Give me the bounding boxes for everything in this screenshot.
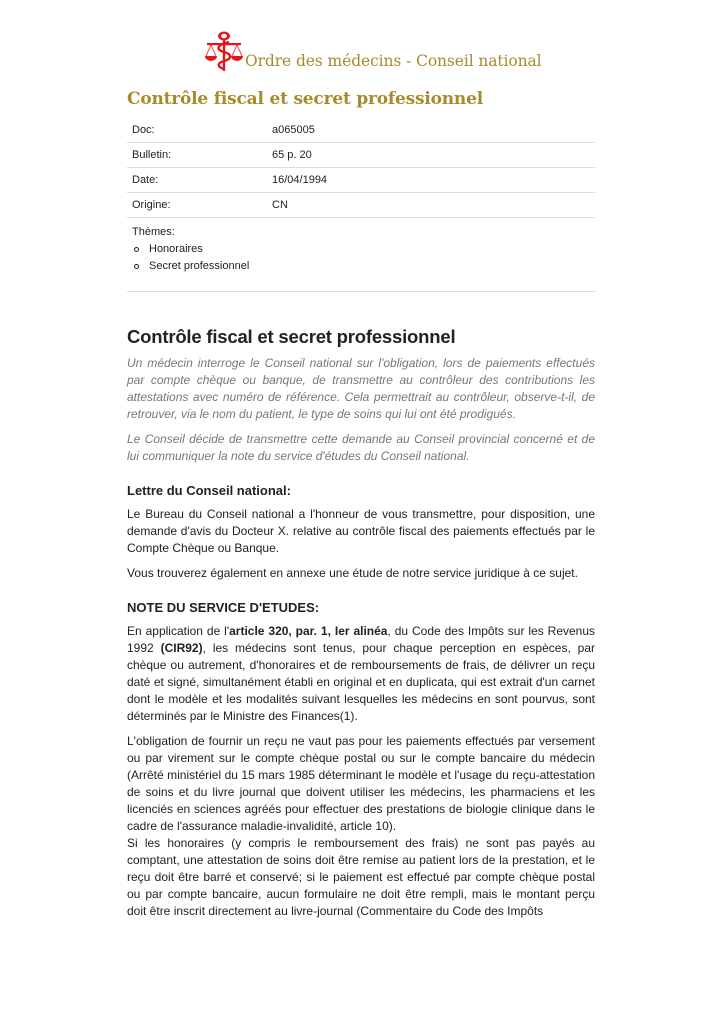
theme-label: Honoraires bbox=[149, 243, 203, 255]
site-header bbox=[204, 26, 542, 72]
theme-item-secret-professionnel[interactable] bbox=[132, 258, 595, 275]
note-text: , les médecins sont tenus, pour chaque perception en espèces, par chèque ou autrement, d'honoraires et de remboursements de frais, de délivrer un reçu daté et signé, simultanément établi en original et en duplicata, qui est extrait d'un carnet dont le modèle et les modalités suivant lesquelles les médecins en sont pourvus, sont déterminés par le Ministre des Finances(1). bbox=[127, 641, 596, 723]
meta-row-bulletin bbox=[127, 143, 595, 168]
article-title: Contrôle fiscal et secret professionnel bbox=[127, 326, 456, 347]
themes-section bbox=[127, 218, 595, 292]
note-paragraph: Si les honoraires (y compris le remboursement des frais) ne sont pas payés au comptant, une attestation de soins doit être remise au patient lors de la prestation, et le reçu doit être barré et conservé; si le paiement est effectué par compte chèque postal ou par compte bancaire, aucun formulaire ne doit être rempli, mais le montant perçu doit être inscrit directement au livre-journal (Commentaire du Code des Impôts bbox=[127, 836, 595, 918]
theme-label: Secret professionnel bbox=[149, 260, 250, 272]
caduceus-scales-logo-icon[interactable] bbox=[204, 30, 244, 72]
note-text: En application de l' bbox=[127, 624, 230, 638]
letter-heading: Lettre du Conseil national: bbox=[127, 483, 291, 498]
note-heading: NOTE DU SERVICE D'ETUDES: bbox=[127, 600, 320, 615]
meta-label: Bulletin: bbox=[132, 149, 172, 161]
meta-value: 65 p. 20 bbox=[272, 149, 312, 161]
meta-value: a065005 bbox=[272, 124, 315, 136]
letter-paragraph: Le Bureau du Conseil national a l'honneur de vous transmettre, pour disposition, une demande d'avis du Docteur X. relative au contrôle fiscal des paiements effectués par le Compte Chèque ou Banque. bbox=[127, 507, 595, 555]
meta-row-origine bbox=[127, 193, 595, 218]
themes-label: Thèmes: bbox=[132, 226, 175, 238]
intro-paragraph: Le Conseil décide de transmettre cette demande au Conseil provincial concerné et de lui communiquer la note du service d'études du Conseil national. bbox=[127, 432, 595, 463]
circle-bullet-icon bbox=[134, 264, 139, 269]
note-text: , du Code des Impôts sur les Revenus 1992 bbox=[127, 624, 596, 655]
meta-label: Doc: bbox=[132, 124, 155, 136]
meta-value: 16/04/1994 bbox=[272, 174, 328, 186]
intro-paragraph: Un médecin interroge le Conseil national sur l'obligation, lors de paiements effectués par compte chèque ou banque, de transmettre au contrôleur des contributions les attestations avec numéro de référence. Cela permettrait au contrôleur, observe-t-il, de retrouver, via le nom du patient, le type de soins qui lui ont été prodigués. bbox=[127, 356, 595, 421]
note-paragraph: L'obligation de fournir un reçu ne vaut pas pour les paiements effectués par versement ou par virement sur le compte chèque postal ou sur le compte bancaire du médecin (Arrêté ministériel du 15 mars 1985 déterminant le modèle et l'usage du reçu-attestation de soins et du livre journal que doivent utiliser les médecins, les pharmaciens et les licenciés en sciences agréés pour effectuer des prestations de biologie clinique dans le cadre de l'assurance maladie-invalidité, article 10). bbox=[127, 734, 595, 833]
circle-bullet-icon bbox=[134, 247, 139, 252]
meta-value: CN bbox=[272, 199, 288, 211]
org-name-link[interactable]: Ordre des médecins - Conseil national bbox=[245, 52, 542, 70]
themes-list bbox=[132, 241, 595, 275]
code-reference: (CIR92) bbox=[160, 641, 203, 655]
theme-item-honoraires[interactable] bbox=[132, 241, 595, 258]
article-reference: article 320, par. 1, Ier alinéa bbox=[229, 624, 388, 638]
article-body bbox=[127, 355, 595, 928]
meta-label: Date: bbox=[132, 174, 159, 186]
note-paragraph bbox=[127, 623, 595, 725]
page-title: Contrôle fiscal et secret professionnel bbox=[127, 89, 483, 109]
letter-paragraph: Vous trouverez également en annexe une étude de notre service juridique à ce sujet. bbox=[127, 566, 578, 580]
document-metadata-table bbox=[127, 118, 595, 292]
meta-label: Origine: bbox=[132, 199, 171, 211]
meta-row-doc bbox=[127, 118, 595, 143]
meta-row-date bbox=[127, 168, 595, 193]
